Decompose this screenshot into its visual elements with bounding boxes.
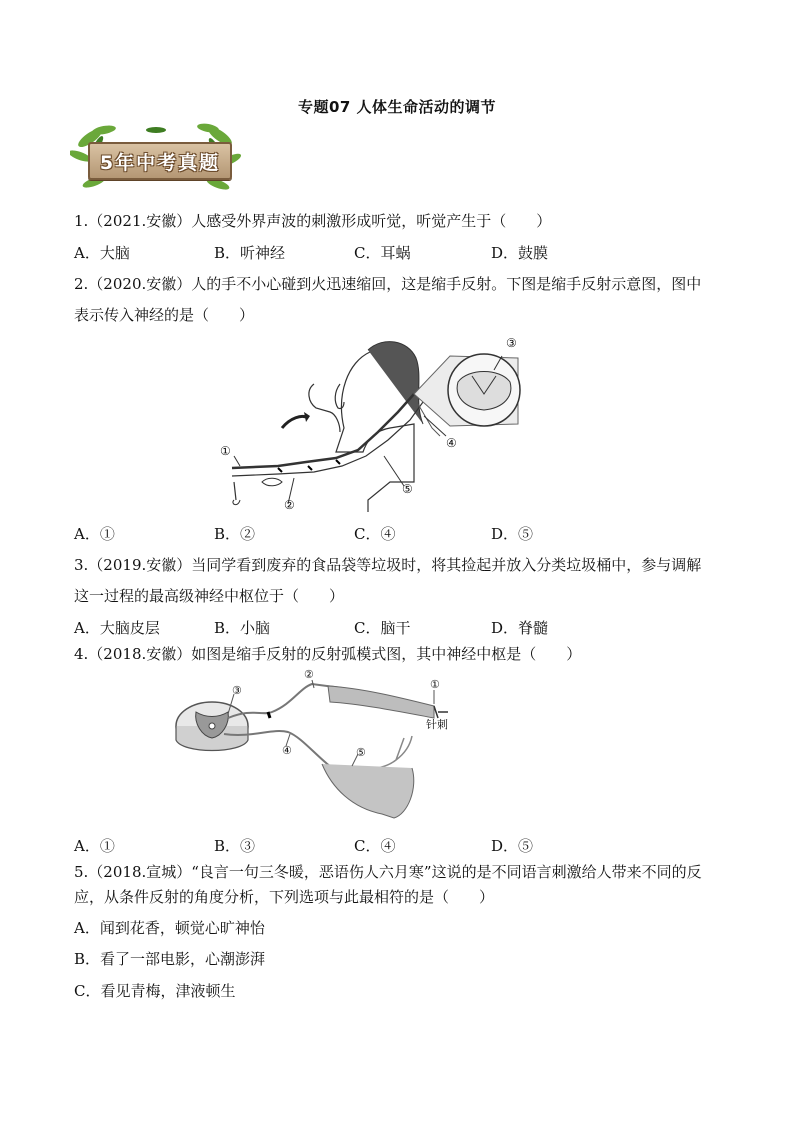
q2-figure-label-1: ① bbox=[220, 444, 231, 458]
q4-option-b[interactable]: B．③ bbox=[214, 837, 256, 855]
q4-figure-label-1: ① bbox=[430, 678, 440, 691]
q2-option-b[interactable]: B．② bbox=[214, 525, 256, 543]
q2-figure-label-4: ④ bbox=[446, 436, 457, 450]
q5-option-a[interactable]: A．闻到花香，顿觉心旷神怡 bbox=[74, 919, 265, 937]
q2-figure-label-5: ⑤ bbox=[402, 482, 413, 496]
q2-stem-line1: 2.（2020.安徽）人的手不小心碰到火迅速缩回，这是缩手反射。下图是缩手反射示意图，图中 bbox=[74, 275, 702, 293]
q5-stem-line2: 应，从条件反射的角度分析，下列选项与此最相符的是（ ） bbox=[74, 888, 495, 906]
q4-figure-label-3: ③ bbox=[232, 684, 242, 697]
q5-stem-line1: 5.（2018.宣城）“良言一句三冬暖，恶语伤人六月寒”这说的是不同语言刺激给人带来不同的反 bbox=[74, 863, 702, 881]
q4-option-c[interactable]: C．④ bbox=[354, 837, 396, 855]
reflex-illustration bbox=[218, 332, 528, 514]
section-banner bbox=[70, 120, 242, 194]
q2-figure-label-3: ③ bbox=[506, 336, 517, 350]
q4-option-d[interactable]: D．⑤ bbox=[491, 837, 534, 855]
page-title: 专题07 人体生命活动的调节 bbox=[297, 98, 497, 116]
q4-options bbox=[74, 835, 533, 856]
q2-stem-line2: 表示传入神经的是（ ） bbox=[74, 306, 255, 324]
q2-option-c[interactable]: C．④ bbox=[354, 525, 396, 543]
q3-options bbox=[74, 617, 548, 638]
q3-option-b[interactable]: B．小脑 bbox=[214, 619, 271, 637]
banner-plank bbox=[88, 142, 232, 180]
q2-option-d[interactable]: D．⑤ bbox=[491, 525, 534, 543]
q4-stem: 4.（2018.安徽）如图是缩手反射的反射弧模式图，其中神经中枢是（ ） bbox=[74, 645, 582, 663]
q3-option-d[interactable]: D．脊髓 bbox=[491, 619, 549, 637]
q1-stem: 1.（2021.安徽）人感受外界声波的刺激形成听觉，听觉产生于（ ） bbox=[74, 212, 552, 230]
q3-stem-line2: 这一过程的最高级神经中枢位于（ ） bbox=[74, 587, 345, 605]
q4-figure-label-2: ② bbox=[304, 668, 314, 681]
q4-figure-label-5: ⑤ bbox=[356, 746, 366, 759]
q1-options bbox=[74, 242, 548, 263]
q2-option-a[interactable]: A．① bbox=[74, 525, 115, 543]
q4-figure-label-4: ④ bbox=[282, 744, 292, 757]
q4-option-a[interactable]: A．① bbox=[74, 837, 115, 855]
q5-option-b[interactable]: B．看了一部电影，心潮澎湃 bbox=[74, 950, 266, 968]
q2-options bbox=[74, 523, 533, 544]
banner-text: 5年中考真题 bbox=[99, 151, 221, 174]
q5-option-c[interactable]: C．看见青梅，津液顿生 bbox=[74, 982, 236, 1000]
q1-option-d[interactable]: D．鼓膜 bbox=[491, 244, 549, 262]
q1-option-a[interactable]: A．大脑 bbox=[74, 244, 130, 262]
q4-figure-needle-text: 针刺 bbox=[426, 718, 448, 731]
q1-option-b[interactable]: B．听神经 bbox=[214, 244, 286, 262]
q2-reflex-figure bbox=[218, 332, 528, 514]
q4-reflex-arc-figure bbox=[172, 668, 458, 824]
q3-stem-line1: 3.（2019.安徽）当同学看到废弃的食品袋等垃圾时，将其捡起并放入分类垃圾桶中，参与调解 bbox=[74, 556, 702, 574]
q3-option-c[interactable]: C．脑干 bbox=[354, 619, 411, 637]
q2-figure-label-2: ② bbox=[284, 498, 295, 512]
q3-option-a[interactable]: A．大脑皮层 bbox=[74, 619, 160, 637]
reflex-arc-illustration bbox=[172, 668, 458, 824]
q1-option-c[interactable]: C．耳蜗 bbox=[354, 244, 411, 262]
